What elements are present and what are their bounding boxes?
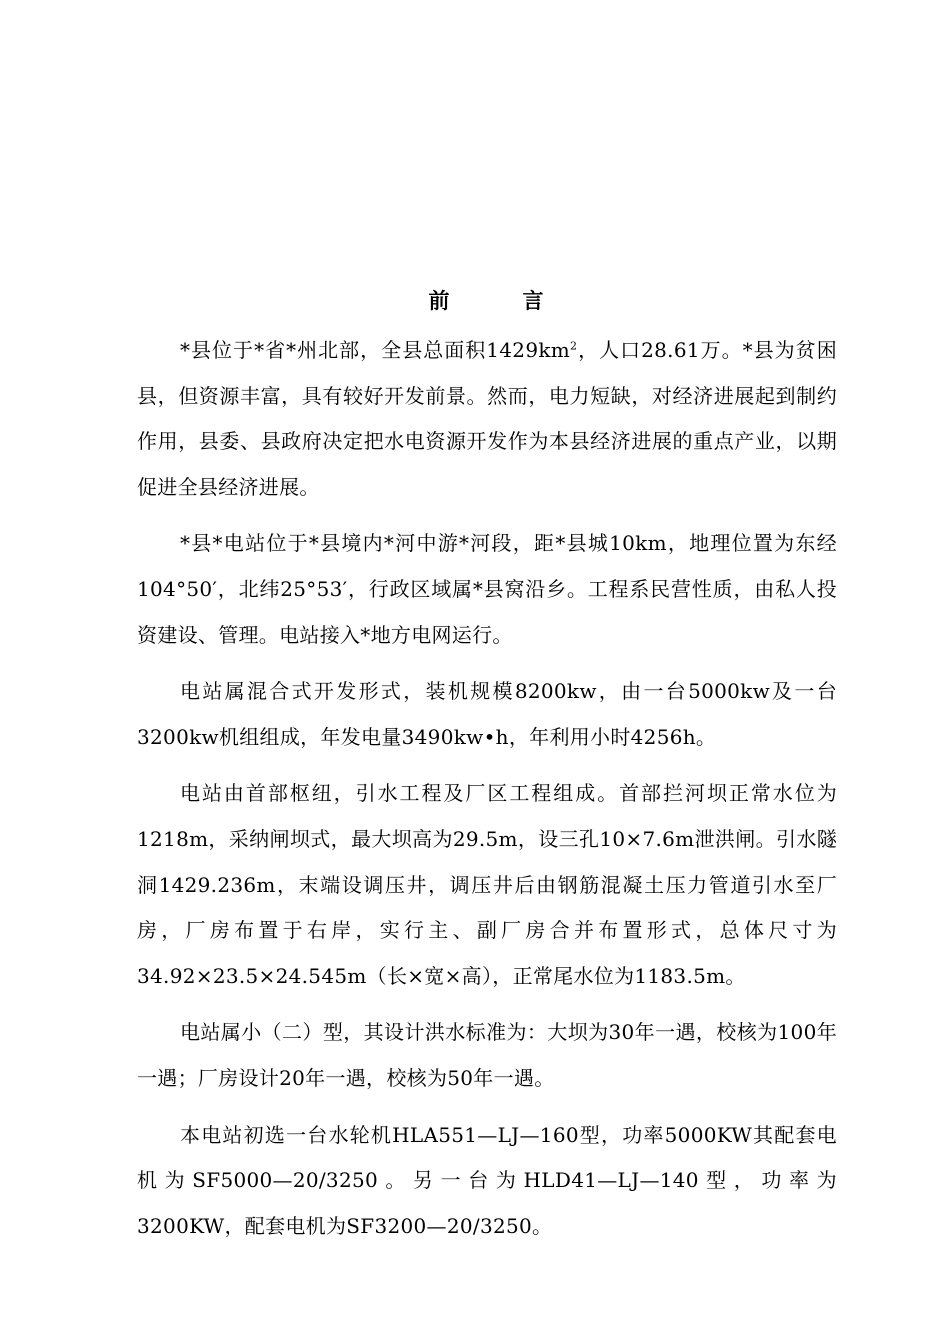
- paragraph-turbine-selection: 本电站初选一台水轮机HLA551—LJ—160型，功率5000KW其配套电机为SF5000—20/3250。另一台为HLD41—LJ—140型，功率为3200KW，配套电机为SF3200—20/3250。: [137, 1122, 837, 1238]
- paragraph-station-location: *县*电站位于*县境内*河中游*河段，距*县城10km，地理位置为东经104°50′，北纬25°53′，行政区域属*县窝沿乡。工程系民营性质，由私人投资建设、管理。电站接入*地方电网运行。: [137, 531, 837, 647]
- paragraph-flood-standard: 电站属小（二）型，其设计洪水标准为：大坝为30年一遇，校核为100年一遇；厂房设计20年一遇，校核为50年一遇。: [137, 1020, 837, 1090]
- paragraph-county-overview: [137, 328, 837, 510]
- page-title: 前 言: [428, 288, 570, 313]
- paragraph-text: ，人口28.61万。*县为贫困县，但资源丰富，具有较好开发前景。然而，电力短缺，对经济进展起到制约作用，县委、县政府决定把水电资源开发作为本县经济进展的重点产业，以期促进全县经济进展。: [137, 338, 837, 499]
- paragraph-installed-capacity: 电站属混合式开发形式，装机规模8200kw，由一台5000kw及一台3200kw机组组成，年发电量3490kw•h，年利用小时4256h。: [137, 679, 837, 749]
- superscript-exponent: 2: [570, 339, 578, 353]
- document-body: [137, 328, 837, 1260]
- paragraph-project-composition: 电站由首部枢纽，引水工程及厂区工程组成。首部拦河坝正常水位为1218m，采纳闸坝式，最大坝高为29.5m，设三孔10×7.6m泄洪闸。引水隧洞1429.236m，末端设调压井，调压井后由钢筋混凝土压力管道引水至厂房，厂房布置于右岸，实行主、副厂房合并布置形式，总体尺寸为34.92×23.5×24.545m（长×宽×高），正常尾水位为1183.5m。: [137, 781, 837, 988]
- paragraph-text: *县位于*省*州北部，全县总面积1429km: [180, 338, 571, 362]
